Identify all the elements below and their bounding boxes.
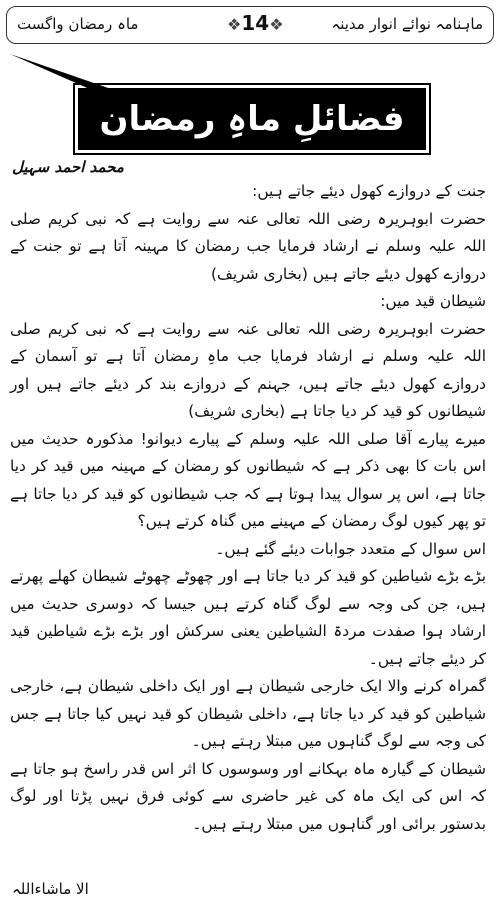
- section-heading: شیطان قید میں:: [380, 292, 486, 310]
- ornament-left-icon: ❖: [227, 15, 242, 34]
- article-body: [10, 178, 486, 838]
- paragraph: حضرت ابوہریرہ رضی اللہ تعالی عنہ سے روایت ہے کہ نبی کریم صلی اللہ علیہ وسلم نے ارشاد فرمایا جب ماہِ رمضان آتا ہے تو آسمان کے دروازے کھول دیئے جاتے ہیں، جہنم کے دروازے بند کر دیئے جاتے ہیں اور شیطانوں کو قید کر دیا جاتا ہے (بخاری شریف): [10, 319, 486, 420]
- section-heading: جنت کے دروازے کھول دیئے جاتے ہیں:: [252, 182, 486, 200]
- closing-phrase: الا ماشاءاللہ: [12, 880, 89, 898]
- page-number: [227, 11, 284, 35]
- paragraph: گمراہ کرنے والا ایک خارجی شیطان ہے اور ایک داخلی شیطان ہے، خارجی شیاطین کو قید کر دیا جاتا ہے، داخلی شیطان کو قید نہیں کیا جاتا ہے جس کی وجہ سے لوگ گناہوں میں مبتلا رہتے ہیں۔: [10, 677, 486, 750]
- article-author: محمد احمد سہیل: [12, 158, 124, 176]
- page-number-value: 14: [241, 11, 270, 35]
- paragraph: بڑے بڑے شیاطین کو قید کر دیا جاتا ہے اور چھوٹے چھوٹے شیطان کھلے پھرتے ہیں، جن کی وجہ سے لوگ گناہ کرتے ہیں جیسا کہ دوسری حدیث میں ارشاد ہوا صفدت مردۃ الشیاطین یعنی سرکش اور بڑے بڑے شیاطین قید کر دیئے جاتے ہیں۔: [10, 567, 486, 668]
- article-title: فضائلِ ماہِ رمضان: [99, 99, 405, 139]
- paragraph: میرے پیارے آقا صلی اللہ علیہ وسلم کے پیارے دیوانو! مذکورہ حدیث میں اس بات کا بھی ذکر ہے کہ شیطانوں کو رمضان کے مہینہ میں قید کر دیا جاتا ہے، اس پر سوال پیدا ہوتا ہے کہ جب شیطانوں کو قید کر دیا جاتا ہے تو پھر کیوں لوگ رمضان کے مہینے میں گناہ کرتے ہیں؟: [10, 429, 486, 530]
- paragraph: شیطان کے گیارہ ماہ بہکانے اور وسوسوں کا اثر اس قدر راسخ ہو جاتا ہے کہ اس کی ایک ماہ کی غیر حاضری سے کوئی فرق نہیں پڑتا اور لوگ بدستور برائی اور گناہوں میں مبتلا رہتے ہیں۔: [10, 759, 486, 833]
- magazine-name: ماہنامہ نوائے انوار مدینہ: [331, 15, 483, 33]
- paragraph: اس سوال کے متعدد جوابات دیئے گئے ہیں۔: [215, 539, 486, 558]
- issue-name: ماہ رمضان واگست: [17, 15, 139, 33]
- ornament-right-icon: ❖: [269, 15, 284, 34]
- paragraph: حضرت ابوہریرہ رضی اللہ تعالی عنہ سے روایت ہے کہ نبی کریم صلی اللہ علیہ وسلم نے ارشاد فرمایا جب رمضان کا مہینہ آتا ہے تو جنت کے دروازے کھول دیئے جاتے ہیں (بخاری شریف): [10, 209, 486, 283]
- article-title-banner: [78, 88, 426, 150]
- page-header: [6, 6, 494, 44]
